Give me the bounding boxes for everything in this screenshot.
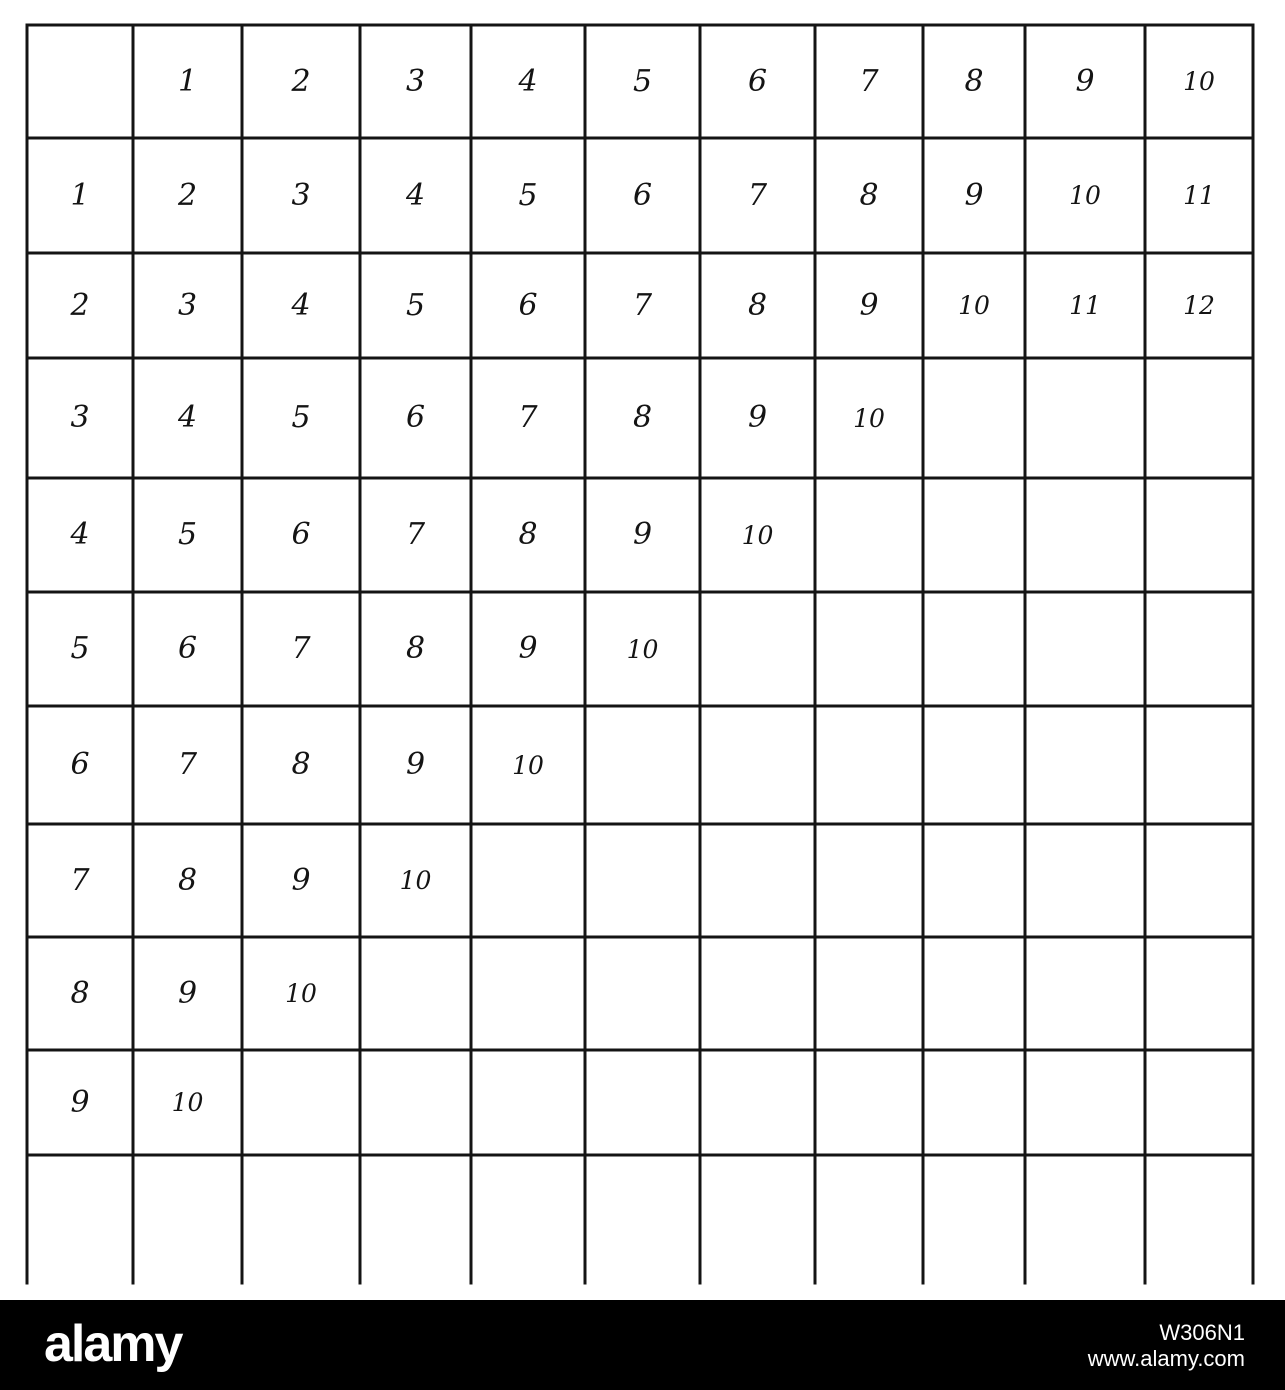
- table-cell: [923, 1155, 1025, 1283]
- table-cell: 11: [1069, 291, 1101, 320]
- table-cell: 10: [741, 520, 774, 550]
- table-cell: 6: [177, 631, 198, 666]
- row-header-cell: 1: [70, 177, 90, 213]
- site-url: www.alamy.com: [1087, 1346, 1245, 1371]
- header-cell: 3: [405, 63, 426, 99]
- table-cell: 7: [405, 517, 426, 552]
- table-cell: [815, 592, 923, 706]
- row-header-cell: 7: [70, 862, 90, 898]
- table-cell: 7: [747, 177, 768, 213]
- table-cell: 6: [518, 287, 538, 323]
- header-cell: 7: [859, 63, 879, 99]
- table-cell: 10: [285, 979, 317, 1008]
- header-cell: 9: [1075, 63, 1095, 99]
- header-cell: 4: [518, 63, 538, 99]
- table-cell: [1025, 937, 1145, 1050]
- table-cell: [1145, 1155, 1253, 1283]
- table-cell: [360, 1155, 471, 1283]
- table-cell: [923, 937, 1025, 1050]
- table-cell: 6: [405, 400, 426, 435]
- row-header-cell: 4: [70, 517, 90, 552]
- header-cell: [27, 25, 133, 138]
- table-cell: [1025, 1050, 1145, 1155]
- table-cell: 8: [632, 400, 653, 435]
- header-cell: 8: [964, 63, 984, 99]
- table-cell: 10: [399, 866, 432, 895]
- table-cell: 7: [291, 631, 311, 666]
- table-cell: [471, 1155, 585, 1283]
- table-cell: [242, 1050, 360, 1155]
- table-cell: 4: [405, 177, 426, 213]
- table-cell: 9: [405, 747, 426, 782]
- row-header-cell: 9: [70, 1084, 90, 1120]
- table-cell: 5: [291, 400, 311, 435]
- table-cell: [923, 592, 1025, 706]
- table-cell: 10: [626, 634, 659, 664]
- table-cell: [242, 1155, 360, 1283]
- table-cell: 10: [1069, 181, 1101, 210]
- table-cell: 7: [632, 287, 653, 323]
- table-cell: [815, 478, 923, 592]
- table-cell: [1025, 478, 1145, 592]
- table-cell: 3: [177, 287, 198, 323]
- table-cell: [1145, 824, 1253, 937]
- table-cell: 10: [512, 750, 544, 780]
- table-cell: 9: [964, 177, 984, 213]
- table-cell: 5: [405, 287, 426, 323]
- table-cell: 4: [177, 400, 198, 435]
- table-cell: [585, 824, 700, 937]
- table-cell: [1145, 592, 1253, 706]
- table-cell: 7: [518, 400, 538, 435]
- stock-info: [1088, 1320, 1245, 1372]
- table-cell: [815, 1050, 923, 1155]
- table-cell: [1145, 1050, 1253, 1155]
- table-cell: 5: [177, 517, 198, 552]
- table-cell: [585, 937, 700, 1050]
- table-cell: [700, 1155, 815, 1283]
- table-cell: [923, 706, 1025, 824]
- table-cell: 9: [177, 975, 198, 1011]
- table-cell: [1025, 824, 1145, 937]
- table-cell: 8: [518, 517, 538, 552]
- table-cell: [700, 706, 815, 824]
- table-cell: [1145, 478, 1253, 592]
- table-cell: [815, 824, 923, 937]
- table-cell: [1145, 706, 1253, 824]
- table-cell: [1025, 1155, 1145, 1283]
- table-cell: 8: [859, 177, 879, 213]
- table-cell: 10: [171, 1088, 204, 1117]
- table-cell: [585, 1155, 700, 1283]
- table-cell: [815, 937, 923, 1050]
- table-cell: 9: [859, 287, 879, 323]
- table-cell: 9: [632, 517, 653, 552]
- table-cell: [923, 478, 1025, 592]
- header-cell: 5: [632, 63, 653, 99]
- table-cell: [700, 592, 815, 706]
- table-cell: 4: [291, 287, 311, 323]
- row-header-cell: 8: [70, 975, 90, 1011]
- row-header-cell: 2: [70, 287, 90, 323]
- header-cell: 1: [177, 63, 198, 99]
- table-cell: [360, 1050, 471, 1155]
- table-cell: [815, 1155, 923, 1283]
- table-cell: [1145, 358, 1253, 478]
- header-cell: 10: [1183, 67, 1215, 96]
- row-header-cell: 6: [70, 747, 90, 782]
- table-cell: [585, 1050, 700, 1155]
- row-header-cell: 5: [70, 631, 90, 666]
- table-cell: 6: [291, 517, 311, 552]
- image-code: W306N1: [1159, 1320, 1245, 1345]
- table-cell: 8: [747, 287, 768, 323]
- table-cell: 7: [177, 747, 198, 782]
- table-cell: [700, 1050, 815, 1155]
- table-cell: 6: [632, 177, 653, 213]
- table-cell: [471, 1050, 585, 1155]
- row-header-cell: 3: [70, 400, 90, 435]
- table-cell: [1025, 706, 1145, 824]
- table-cell: 9: [291, 862, 311, 898]
- table-cell: [815, 706, 923, 824]
- table-cell: 5: [518, 177, 538, 213]
- header-cell: 6: [747, 63, 768, 99]
- table-cell: 9: [747, 400, 768, 435]
- watermark-footer: [0, 1300, 1285, 1390]
- table-cell: 8: [177, 862, 198, 898]
- table-cell: 11: [1183, 181, 1215, 210]
- table-cell: [1025, 592, 1145, 706]
- table-cell: [923, 358, 1025, 478]
- table-cell: [923, 824, 1025, 937]
- table-cell: [471, 824, 585, 937]
- table-cell: 8: [291, 747, 311, 782]
- table-cell: 9: [518, 631, 538, 666]
- table-cell: 2: [177, 177, 198, 213]
- table-cell: [923, 1050, 1025, 1155]
- table-cell: 12: [1183, 291, 1215, 320]
- table-cell: 8: [405, 631, 426, 666]
- table-cell: 10: [958, 291, 990, 320]
- table-cell: [700, 824, 815, 937]
- table-cell: [360, 937, 471, 1050]
- brand-logo: alamy: [44, 1315, 182, 1373]
- table-cell: [700, 937, 815, 1050]
- table-cell: [1025, 358, 1145, 478]
- header-cell: 2: [291, 63, 311, 99]
- table-cell: [585, 706, 700, 824]
- table-cell: [471, 937, 585, 1050]
- row-header-cell: [27, 1155, 133, 1283]
- table-cell: [1145, 937, 1253, 1050]
- table-cell: 3: [291, 177, 311, 213]
- table-cell: [133, 1155, 242, 1283]
- table-cell: 10: [853, 403, 885, 433]
